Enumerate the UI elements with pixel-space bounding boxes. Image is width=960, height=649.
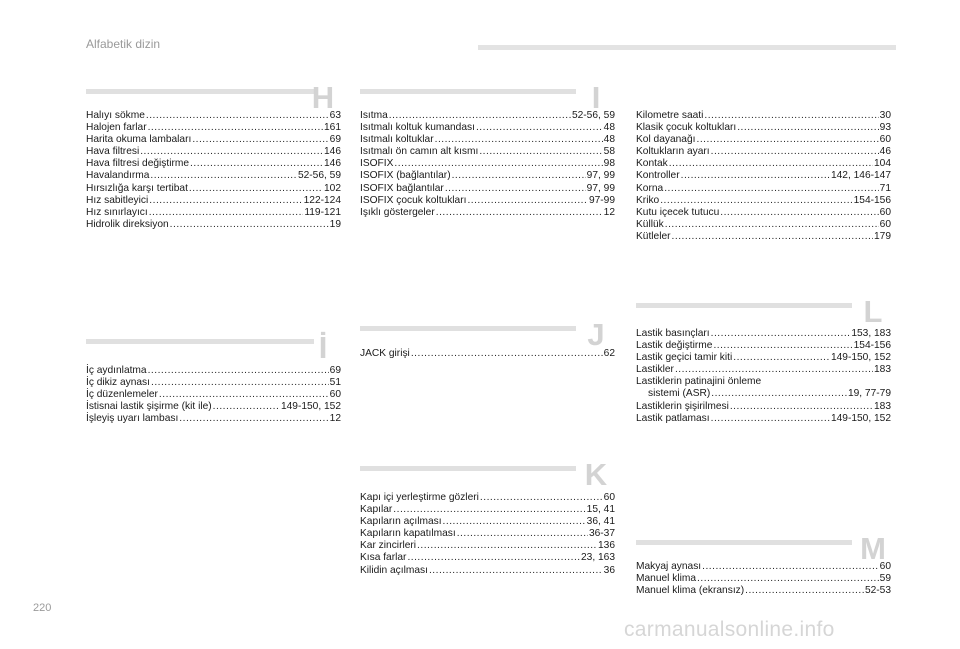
index-entry-pages: 98 <box>603 158 615 170</box>
index-entry <box>86 183 341 195</box>
index-entry-term: Koltukların ayarı <box>636 146 710 158</box>
watermark: carmanualsonline.info <box>624 618 835 641</box>
dot-leader <box>445 183 586 195</box>
index-entry-term: Hava filtresi <box>86 146 140 158</box>
index-entry-pages: 19, 77-79 <box>847 388 891 400</box>
index-entry-term: Kapı içi yerleştirme gözleri <box>360 492 479 503</box>
section-rule-j <box>360 326 576 331</box>
dot-leader <box>696 134 878 146</box>
section-rule-h <box>86 89 314 94</box>
index-entry-term: ISOFIX bağlantılar <box>360 182 444 194</box>
index-entry-term: İstisnai lastik şişirme (kit ile) <box>86 401 212 413</box>
index-entry-term: Kontroller <box>636 170 680 182</box>
index-entry-pages: 59 <box>879 573 891 585</box>
dot-leader <box>179 413 328 425</box>
index-entry <box>636 585 891 597</box>
dot-leader <box>159 389 329 401</box>
index-entry-pages: 142, 146-147 <box>830 170 891 182</box>
index-entry-term: Lastiklerin şişirilmesi <box>636 400 729 412</box>
dot-leader <box>411 348 603 360</box>
dot-leader <box>407 552 580 564</box>
section-letter-i-dotted: İ <box>318 330 328 365</box>
index-entry <box>636 573 891 585</box>
index-entry-term: Lastik patlaması <box>636 412 710 424</box>
dot-leader <box>417 540 597 552</box>
index-entry <box>636 388 891 400</box>
index-entry <box>360 134 615 146</box>
index-entry <box>636 146 891 158</box>
dot-leader <box>479 146 602 158</box>
index-entry-pages: 48 <box>603 122 615 134</box>
index-entry <box>636 401 891 413</box>
dot-leader <box>148 365 329 377</box>
dot-leader <box>192 134 328 146</box>
index-entry <box>636 328 891 340</box>
index-entry <box>360 528 615 540</box>
dot-leader <box>672 231 873 243</box>
dot-leader <box>151 377 329 389</box>
entries-l <box>636 328 891 425</box>
index-entry-term: Isıtmalı koltuk kumandası <box>360 122 475 134</box>
dot-leader <box>189 183 323 195</box>
dot-leader <box>713 340 852 352</box>
dot-leader <box>730 401 873 413</box>
dot-leader <box>720 207 878 219</box>
index-entry-term: Kutu içecek tutucu <box>636 206 720 218</box>
dot-leader <box>681 170 830 182</box>
index-entry-pages: 60 <box>329 389 341 401</box>
dot-leader <box>664 183 878 195</box>
index-entry <box>86 377 341 389</box>
dot-leader <box>146 110 329 122</box>
dot-leader <box>660 195 852 207</box>
index-entry <box>636 122 891 134</box>
index-entry-pages: 36, 41 <box>586 516 615 528</box>
index-entry-pages: 19 <box>329 218 341 230</box>
index-entry <box>360 110 615 122</box>
index-entry-pages: 146 <box>324 158 341 170</box>
index-entry <box>86 389 341 401</box>
index-entry-term: Lastiklerin patinajini önleme <box>636 376 762 388</box>
index-entry-pages: 52-56, 59 <box>571 110 615 121</box>
index-entry <box>360 348 615 360</box>
dot-leader <box>150 170 297 182</box>
dot-leader <box>480 492 603 504</box>
index-entry-pages: 58 <box>603 146 615 158</box>
index-entry-term: Kar zincirleri <box>360 540 417 552</box>
dot-leader <box>675 364 873 376</box>
index-entry <box>86 134 341 146</box>
dot-leader <box>452 170 586 182</box>
dot-leader <box>429 565 603 577</box>
section-letter-h: H <box>311 80 335 115</box>
dot-leader <box>149 207 304 219</box>
index-entry-pages: 149-150, 152 <box>280 401 341 413</box>
index-entry-term: İç aydınlatma <box>86 365 147 376</box>
index-entry-term: sistemi (ASR) <box>648 388 711 400</box>
dot-leader <box>190 158 323 170</box>
index-entry <box>86 401 341 413</box>
index-entry-pages: 23, 163 <box>581 552 615 564</box>
index-entry <box>636 134 891 146</box>
index-entry-pages: 154-156 <box>853 340 891 352</box>
index-entry-term: Lastik geçici tamir kiti <box>636 352 733 364</box>
index-entry <box>636 340 891 352</box>
entries-k <box>360 492 615 577</box>
index-entry-pages: 48 <box>603 134 615 146</box>
index-entry-pages: 60 <box>879 561 891 572</box>
dot-leader <box>669 158 873 170</box>
index-entry-term: ISOFIX <box>360 158 394 170</box>
index-entry <box>360 492 615 504</box>
section-rule-l <box>636 303 852 308</box>
index-entry-pages: 93 <box>879 122 891 134</box>
index-entry-term: Halıyı sökme <box>86 110 145 121</box>
index-entry <box>360 565 615 577</box>
index-entry-pages: 51 <box>329 377 341 389</box>
dot-leader <box>697 573 879 585</box>
index-entry <box>360 122 615 134</box>
index-entry-term: Kapıların kapatılması <box>360 528 456 540</box>
index-entry <box>636 183 891 195</box>
index-entry <box>636 231 891 243</box>
index-entry-term: Kriko <box>636 194 660 206</box>
dot-leader <box>170 219 329 231</box>
index-entry-term: ISOFIX (bağlantılar) <box>360 170 451 182</box>
index-entry-pages: 102 <box>324 182 341 194</box>
index-entry <box>636 158 891 170</box>
index-entry-term: Makyaj aynası <box>636 561 702 572</box>
dot-leader <box>436 207 603 219</box>
index-entry <box>636 110 891 122</box>
index-entry-pages: 60 <box>603 492 615 503</box>
index-entry <box>360 540 615 552</box>
index-entry-term: Hava filtresi değiştirme <box>86 158 190 170</box>
index-entry <box>360 516 615 528</box>
index-entry-pages: 161 <box>324 122 341 134</box>
index-entry-pages: 36 <box>603 564 615 576</box>
index-entry <box>636 170 891 182</box>
section-rule-m <box>636 540 852 545</box>
index-entry-term: Hırsızlığa karşı tertibat <box>86 182 188 194</box>
dot-leader <box>704 110 878 122</box>
index-entry-term: Lastik değiştirme <box>636 340 713 352</box>
dot-leader <box>476 122 603 134</box>
index-entry-term: Halojen farlar <box>86 122 147 134</box>
index-entry-term: İç düzenlemeler <box>86 389 158 401</box>
index-entry-pages: 15, 41 <box>586 504 615 516</box>
index-entry-term: İşleyiş uyarı lambası <box>86 413 179 425</box>
index-entry <box>360 504 615 516</box>
dot-leader <box>711 328 851 340</box>
entries-h <box>86 110 341 231</box>
dot-leader <box>733 352 830 364</box>
index-entry <box>86 170 341 182</box>
index-entry <box>86 146 341 158</box>
index-entry <box>636 561 891 573</box>
index-entry-term: Kilometre saati <box>636 110 704 121</box>
section-rule-k <box>360 466 576 471</box>
index-entry-term: İç dikiz aynası <box>86 377 150 389</box>
dot-leader <box>711 388 847 400</box>
dot-leader <box>213 401 280 413</box>
index-entry-term: Isıtma <box>360 110 388 121</box>
index-entry-term: Lastik basınçları <box>636 328 710 339</box>
index-entry-term: ISOFIX çocuk koltukları <box>360 194 467 206</box>
dot-leader <box>711 146 879 158</box>
index-entry <box>360 195 615 207</box>
dot-leader <box>148 122 323 134</box>
index-entry-pages: 60 <box>879 134 891 146</box>
dot-leader <box>467 195 588 207</box>
index-entry <box>360 207 615 219</box>
index-entry <box>636 376 891 388</box>
index-entry-pages: 69 <box>329 365 341 376</box>
index-entry-term: Kapılar <box>360 504 393 516</box>
dot-leader <box>737 122 878 134</box>
entries-i-dotted <box>86 365 341 425</box>
dot-leader <box>394 158 602 170</box>
dot-leader <box>435 134 603 146</box>
index-entry <box>86 413 341 425</box>
section-letter-i: I <box>591 80 601 115</box>
dot-leader <box>457 528 588 540</box>
index-entry-term: Korna <box>636 182 664 194</box>
index-entry <box>86 195 341 207</box>
dot-leader <box>702 561 879 573</box>
index-entry-pages: 63 <box>329 110 341 121</box>
index-entry-term: Lastikler <box>636 364 674 376</box>
index-entry-term: JACK girişi <box>360 348 410 359</box>
index-entry-pages: 149-150, 152 <box>830 412 891 424</box>
index-entry-pages: 52-56, 59 <box>297 170 341 182</box>
dot-leader <box>711 413 830 425</box>
dot-leader <box>443 516 586 528</box>
index-entry-pages: 36-37 <box>588 528 615 540</box>
dot-leader <box>149 195 302 207</box>
section-letter-j: J <box>587 317 605 352</box>
index-entry-pages: 122-124 <box>303 194 341 206</box>
page-number: 220 <box>33 602 52 614</box>
index-entry-pages: 149-150, 152 <box>830 352 891 364</box>
index-entry-term: Isıtmalı koltuklar <box>360 134 434 146</box>
index-entry-pages: 119-121 <box>304 206 341 218</box>
index-entry <box>86 110 341 122</box>
index-entry <box>636 364 891 376</box>
index-entry-pages: 183 <box>874 400 891 412</box>
index-entry-pages: 46 <box>879 146 891 158</box>
index-entry-pages: 154-156 <box>853 194 891 206</box>
index-entry-pages: 136 <box>598 540 615 552</box>
dot-leader <box>745 585 864 597</box>
index-entry-term: Kontak <box>636 158 668 170</box>
index-entry-pages: 62 <box>603 348 615 359</box>
index-entry-term: Hız sınırlayıcı <box>86 206 148 218</box>
index-entry-term: Kütleler <box>636 230 671 242</box>
section-letter-l: L <box>863 294 883 329</box>
index-entry-term: Klasik çocuk koltukları <box>636 122 737 134</box>
index-entry-pages: 60 <box>879 206 891 218</box>
index-entry-term: Küllük <box>636 218 664 230</box>
index-entry <box>86 365 341 377</box>
index-entry-term: Havalandırma <box>86 170 150 182</box>
index-entry <box>360 552 615 564</box>
index-entry <box>636 195 891 207</box>
index-entry-term: Işıklı göstergeler <box>360 206 435 218</box>
index-entry-pages: 104 <box>874 158 891 170</box>
index-entry-pages: 183 <box>874 364 891 376</box>
index-entry-pages: 60 <box>879 218 891 230</box>
index-entry <box>86 207 341 219</box>
index-entry <box>636 413 891 425</box>
index-entry-term: Kilidin açılması <box>360 564 428 576</box>
dot-leader <box>389 110 571 122</box>
header-rule <box>478 45 896 50</box>
page-header-title: Alfabetik dizin <box>86 37 161 51</box>
section-rule-i-dotted <box>86 339 314 344</box>
section-letter-m: M <box>860 531 886 566</box>
index-entry-pages: 153, 183 <box>851 328 891 339</box>
index-entry <box>636 219 891 231</box>
index-entry-pages: 71 <box>879 182 891 194</box>
index-entry-term: Manuel klima (ekransız) <box>636 585 745 597</box>
entries-k-continued <box>636 110 891 243</box>
index-entry-pages: 69 <box>329 134 341 146</box>
dot-leader <box>393 504 585 516</box>
index-entry-term: Hidrolik direksiyon <box>86 218 169 230</box>
index-entry <box>360 158 615 170</box>
entries-j <box>360 348 615 360</box>
index-entry-pages: 12 <box>603 206 615 218</box>
index-entry <box>86 122 341 134</box>
index-entry-term: Kapıların açılması <box>360 516 442 528</box>
index-entry <box>360 183 615 195</box>
index-entry-pages: 12 <box>329 413 341 425</box>
index-entry-pages: 52-53 <box>864 585 891 597</box>
index-entry-term: Hız sabitleyici <box>86 194 149 206</box>
index-entry <box>636 207 891 219</box>
entries-m <box>636 561 891 597</box>
index-entry <box>360 146 615 158</box>
index-entry-pages: 179 <box>874 230 891 242</box>
index-entry <box>86 219 341 231</box>
dot-leader <box>665 219 879 231</box>
index-entry <box>86 158 341 170</box>
index-entry <box>360 170 615 182</box>
index-entry <box>636 352 891 364</box>
index-entry-term: Kol dayanağı <box>636 134 696 146</box>
index-entry-term: Isıtmalı ön camın alt kısmı <box>360 146 479 158</box>
index-entry-pages: 146 <box>324 146 341 158</box>
index-entry-pages: 97, 99 <box>586 182 615 194</box>
entries-i <box>360 110 615 219</box>
section-letter-k: K <box>584 457 608 492</box>
index-entry-term: Manuel klima <box>636 573 697 585</box>
index-entry-term: Kısa farlar <box>360 552 407 564</box>
index-entry-pages: 30 <box>879 110 891 121</box>
dot-leader <box>140 146 323 158</box>
index-entry-term: Harita okuma lambaları <box>86 134 192 146</box>
index-entry-pages: 97-99 <box>588 194 615 206</box>
index-entry-pages: 97, 99 <box>586 170 615 182</box>
section-rule-i <box>360 89 576 94</box>
